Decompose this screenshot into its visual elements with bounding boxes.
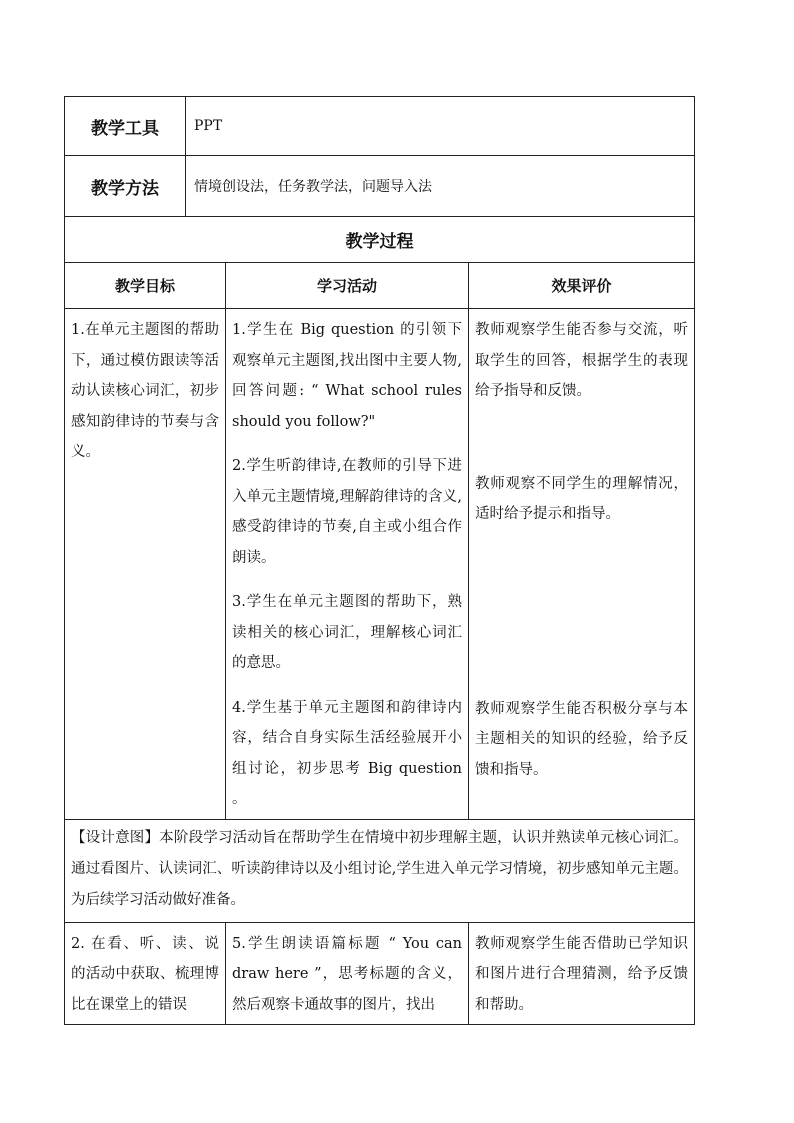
goal-text: 2. 在看、听、读、说的活动中获取、梳理博比在课堂上的错误 (71, 935, 219, 1013)
process-title: 教学过程 (65, 217, 695, 263)
activity-cell (226, 922, 469, 1025)
goal-cell (65, 922, 226, 1025)
design-intent-row (65, 819, 695, 922)
stage-1-row (65, 309, 695, 820)
activity-item: 4.学生基于单元主题图和韵律诗内容，结合自身实际生活经验展开小组讨论，初步思考 Big question 。 (232, 699, 462, 807)
evaluation-item: 教师观察学生能否参与交流，听取学生的回答，根据学生的表现给予指导和反馈。 (475, 322, 689, 399)
column-header-activity: 学习活动 (226, 263, 469, 309)
lesson-plan (64, 96, 694, 1025)
goal-cell (65, 309, 226, 820)
evaluation-item: 教师观察学生能否积极分享与本主题相关的知识的经验，给予反馈和指导。 (475, 700, 689, 778)
methods-label: 教学方法 (65, 156, 186, 217)
activity-item: 5.学生朗读语篇标题 “ You can draw here ”，思考标题的含义，然后观察卡通故事的图片，找出 (232, 935, 462, 1013)
lesson-plan-table (64, 96, 695, 1025)
goal-text: 1.在单元主题图的帮助下，通过模仿跟读等活动认读核心词汇，初步感知韵律诗的节奏与含义。 (71, 322, 219, 460)
column-header-goal: 教学目标 (65, 263, 226, 309)
activity-cell (226, 309, 469, 820)
evaluation-cell (469, 922, 695, 1025)
methods-value: 情境创设法，任务教学法，问题导入法 (186, 156, 695, 217)
evaluation-item: 教师观察不同学生的理解情况，适时给予提示和指导。 (475, 475, 689, 522)
evaluation-cell (469, 309, 695, 820)
column-header-evaluation: 效果评价 (469, 263, 695, 309)
evaluation-item: 教师观察学生能否借助已学知识和图片进行合理猜测，给予反馈和帮助。 (475, 935, 689, 1013)
design-intent: 【设计意图】本阶段学习活动旨在帮助学生在情境中初步理解主题，认识并熟读单元核心词汇。通过看图片、认读词汇、听读韵律诗以及小组讨论,学生进入单元学习情境，初步感知单元主题。为后续学习活动做好准备。 (65, 819, 695, 922)
methods-row (65, 156, 695, 217)
column-header-row (65, 263, 695, 309)
tools-label: 教学工具 (65, 97, 186, 156)
activity-item: 2.学生听韵律诗,在教师的引导下进入单元主题情境,理解韵律诗的含义,感受韵律诗的节奏,自主或小组合作朗读。 (232, 458, 462, 566)
spacer (475, 544, 688, 694)
activity-item: 1.学生在 Big question 的引领下观察单元主题图,找出图中主要人物,回答问题: “ What school rules should you follow?" (232, 322, 462, 430)
activity-item: 3.学生在单元主题图的帮助下，熟读相关的核心词汇，理解核心词汇的意思。 (232, 594, 462, 671)
process-title-row (65, 217, 695, 263)
tools-row (65, 97, 695, 156)
tools-value: PPT (186, 97, 695, 156)
stage-2-row (65, 922, 695, 1025)
spacer (475, 421, 688, 469)
